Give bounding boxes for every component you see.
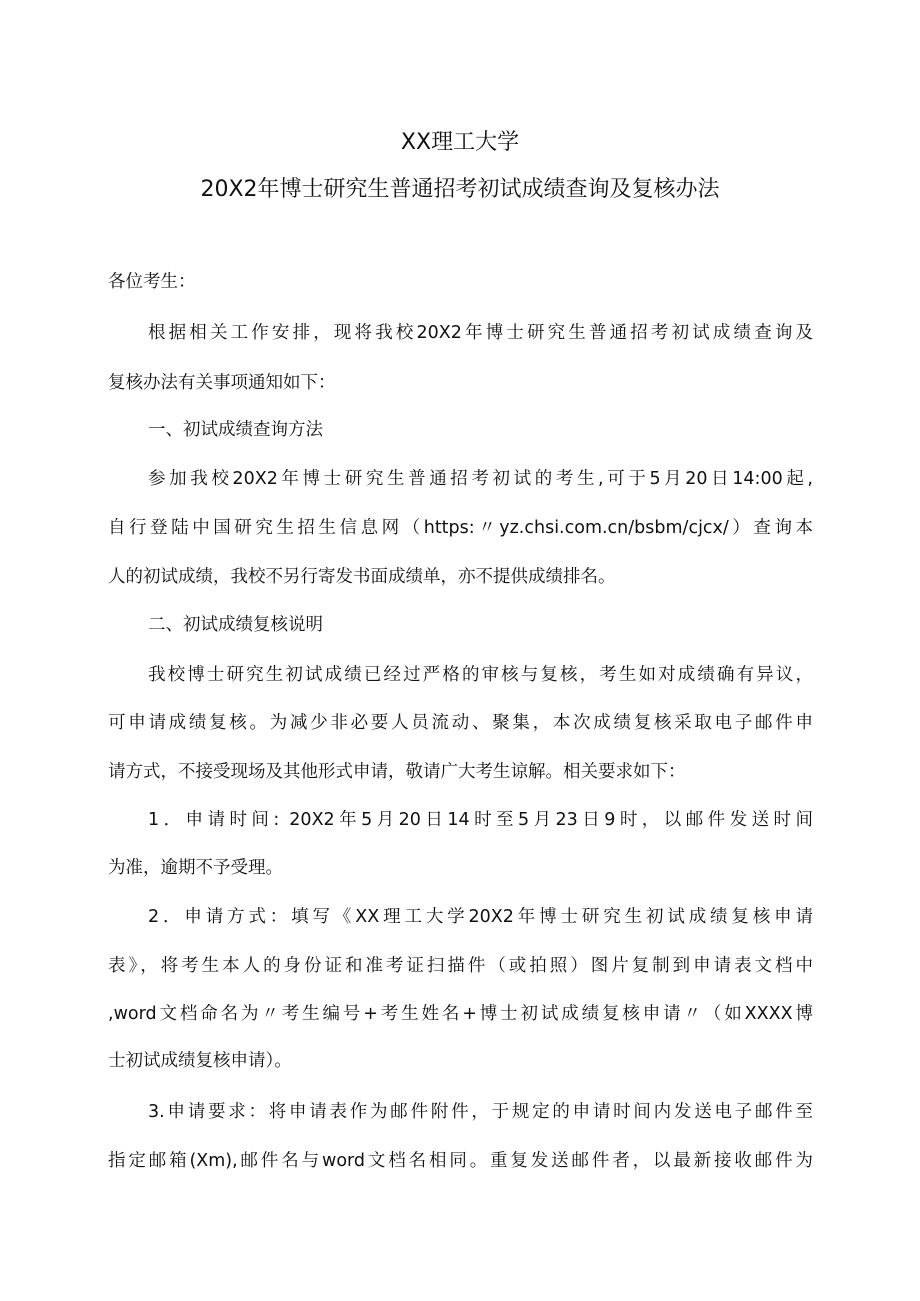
section2-line: 可申请成绩复核。为减少非必要人员流动、聚集，本次成绩复核采取电子邮件申 [108, 713, 813, 733]
intro-line: 根据相关工作安排，现将我校20X2年博士研究生普通招考初试成绩查询及 [148, 323, 813, 343]
section1-line: 参加我校20X2年博士研究生普通招考初试的考生,可于5月20日14:00起, [148, 469, 813, 489]
section1-line: 自行登陆中国研究生招生信息网（https:〃yz.chsi.com.cn/bsbm/cjcx/）查询本 [108, 518, 813, 538]
item3-line: 指定邮箱(Xm),邮件名与word文档名相同。重复发送邮件者，以最新接收邮件为 [108, 1151, 813, 1171]
item1-line: 1．申请时间: 20X2年5月20日14时至5月23日9时，以邮件发送时间 [148, 810, 813, 830]
item2-line: 表》，将考生本人的身份证和准考证扫描件（或拍照）图片复制到申请表文档中 [108, 956, 813, 976]
item2-line: 士初试成绩复核申请）。 [108, 1051, 292, 1071]
item1-line: 为准，逾期不予受理。 [108, 858, 283, 878]
item3-line: 3.申请要求：将申请表作为邮件附件，于规定的申请时间内发送电子邮件至 [148, 1102, 813, 1122]
document-title-line2: 20X2年博士研究生普通招考初试成绩查询及复核办法 [200, 177, 720, 202]
item2-line: ,word文档命名为〃考生编号+考生姓名+博士初试成绩复核申请〃（如XXXX博 [108, 1004, 813, 1024]
section2-heading: 二、初试成绩复核说明 [148, 615, 323, 635]
document-title-line1: XX理工大学 [400, 130, 520, 155]
section1-heading: 一、初试成绩查询方法 [148, 420, 323, 440]
section2-line: 请方式，不接受现场及其他形式申请，敬请广大考生谅解。相关要求如下： [108, 762, 686, 782]
intro-line: 复核办法有关事项通知如下： [108, 373, 336, 393]
salutation: 各位考生： [108, 272, 196, 292]
section1-line: 人的初试成绩，我校不另行寄发书面成绩单，亦不提供成绩排名。 [108, 567, 616, 587]
item2-line: 2．申请方式：填写《XX理工大学20X2年博士研究生初试成绩复核申请 [148, 907, 813, 927]
section2-line: 我校博士研究生初试成绩已经过严格的审核与复核，考生如对成绩确有异议， [148, 665, 813, 685]
